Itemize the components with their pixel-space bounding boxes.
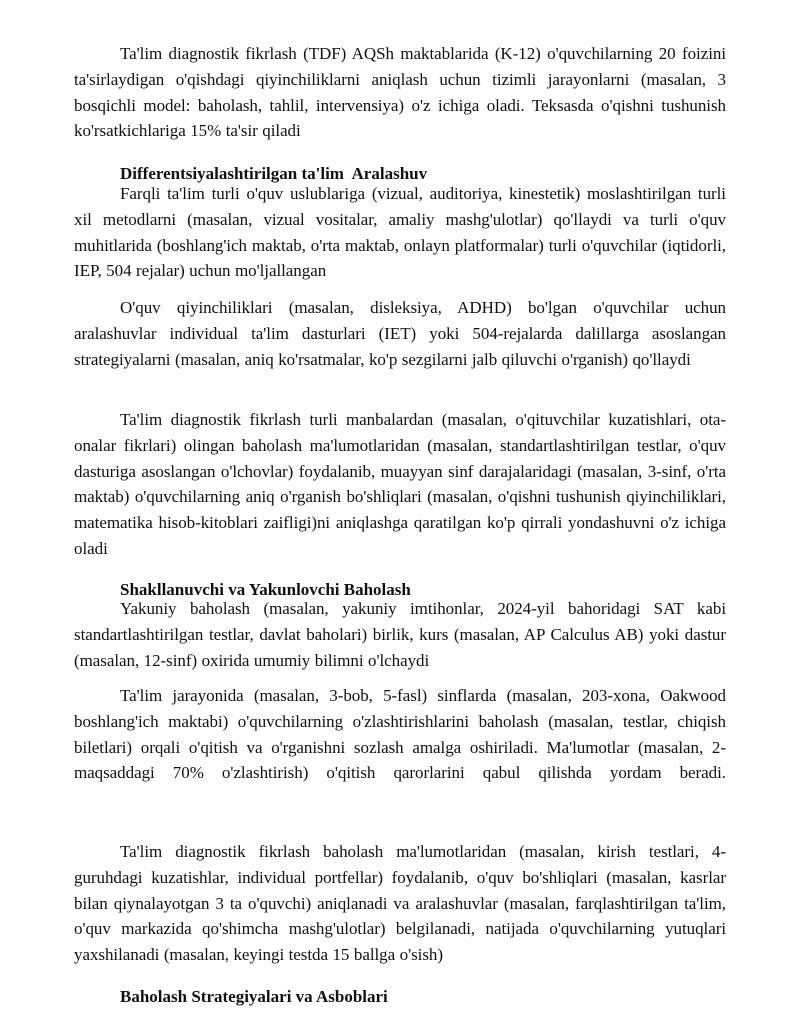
paragraph-diagnostic-interventions: Ta'lim diagnostik fikrlash baholash ma'lumotlaridan (masalan, kirish testlari, 4-guruhdagi kuzatishlar, individual portfellar) foydalanib, o'quv bo'shliqlari (masalan, kasrlar bilan qiynalayotgan 3 ta o'quvchi) aniqlanadi va aralashuvlar (masalan, farqlashtirilgan ta'lim, o'quv markazida qo'shimcha mashg'ulotlar) belgilanadi, natijada o'quvchilarning yutuqlari yaxshilanadi (masalan, keyingi testda 15 ballga o'sish) xyxy=(74,842,726,965)
paragraph-differentiated-learning: Farqli ta'lim turli o'quv uslublariga (vizual, auditoriya, kinestetik) moslashtirilgan turli xil metodlarni (masalan, vizual vositalar, amaliy mashg'ulotlar) qo'llaydi va turli o'quv muhitlarida (boshlang'ich maktab, o'rta maktab, onlayn platformalar) turli o'quvchilar (iqtidorli, IEP, 504 rejalar) uchun mo'ljallangan xyxy=(74,184,726,281)
heading-differentiated-instruction: Differentsiyalashtirilgan ta'lim Aralashuv xyxy=(120,164,428,183)
paragraph-tdf-intro: Ta'lim diagnostik fikrlash (TDF) AQSh maktablarida (K-12) o'quvchilarning 20 foizini ta'sirlaydigan o'qishdagi qiyinchiliklarni aniqlash uchun tizimli jarayonlarni (masalan, 3 bosqichli model: baholash, tahlil, intervensiya) o'z ichiga oladi. Teksasda o'qishni tushunish ko'rsatkichlariga 15% ta'sir qiladi xyxy=(74,44,726,141)
paragraph-formative-assessment: Ta'lim jarayonida (masalan, 3-bob, 5-fasl) sinflarda (masalan, 203-xona, Oakwood boshlang'ich maktabi) o'quvchilarning o'zlashtirishlarini baholash (masalan, testlar, chiqish biletlari) orqali o'qitish va o'rganishni sozlash amalga oshiriladi. Ma'lumotlar (masalan, 2-maqsaddagi 70% o'zlashtirish) o'qitish qarorlarini qabul qilishda yordam beradi. xyxy=(74,686,726,783)
paragraph-summative-assessment: Yakuniy baholash (masalan, yakuniy imtihonlar, 2024-yil bahoridagi SAT kabi standartlashtirilgan testlar, davlat baholari) birlik, kurs (masalan, AP Calculus AB) yoki dastur (masalan, 12-sinf) oxirida umumiy bilimni o'lchaydi xyxy=(74,599,726,670)
paragraph-diagnostic-reasoning: Ta'lim diagnostik fikrlash turli manbalardan (masalan, o'qituvchilar kuzatishlari, ota-onalar fikrlari) olingan baholash ma'lumotlaridan (masalan, standartlashtirilgan testlar, o'quv dasturiga asoslangan o'lchovlar) foydalanib, muayyan sinf darajalaridagi (masalan, 3-sinf, o'rta maktab) o'quvchilarning aniq o'rganish bo'shliqlari (masalan, o'qishni tushunish qiyinchiliklari, matematika hisob-kitoblari zaifligi)ni aniqlashga qaratilgan ko'p qirrali yondashuvni o'z ichiga oladi xyxy=(74,410,726,558)
paragraph-learning-difficulties: O'quv qiyinchiliklari (masalan, disleksiya, ADHD) bo'lgan o'quvchilar uchun aralashuvlar individual ta'lim dasturlari (IET) yoki 504-rejalarda dalillarga asoslangan strategiyalarni (masalan, aniq ko'rsatmalar, ko'p sezgilarni jalb qiluvchi o'rganish) qo'llaydi xyxy=(74,298,726,369)
heading-formative-summative: Shakllanuvchi va Yakunlovchi Baholash xyxy=(120,580,411,599)
heading-assessment-strategies: Baholash Strategiyalari va Asboblari xyxy=(120,987,388,1006)
